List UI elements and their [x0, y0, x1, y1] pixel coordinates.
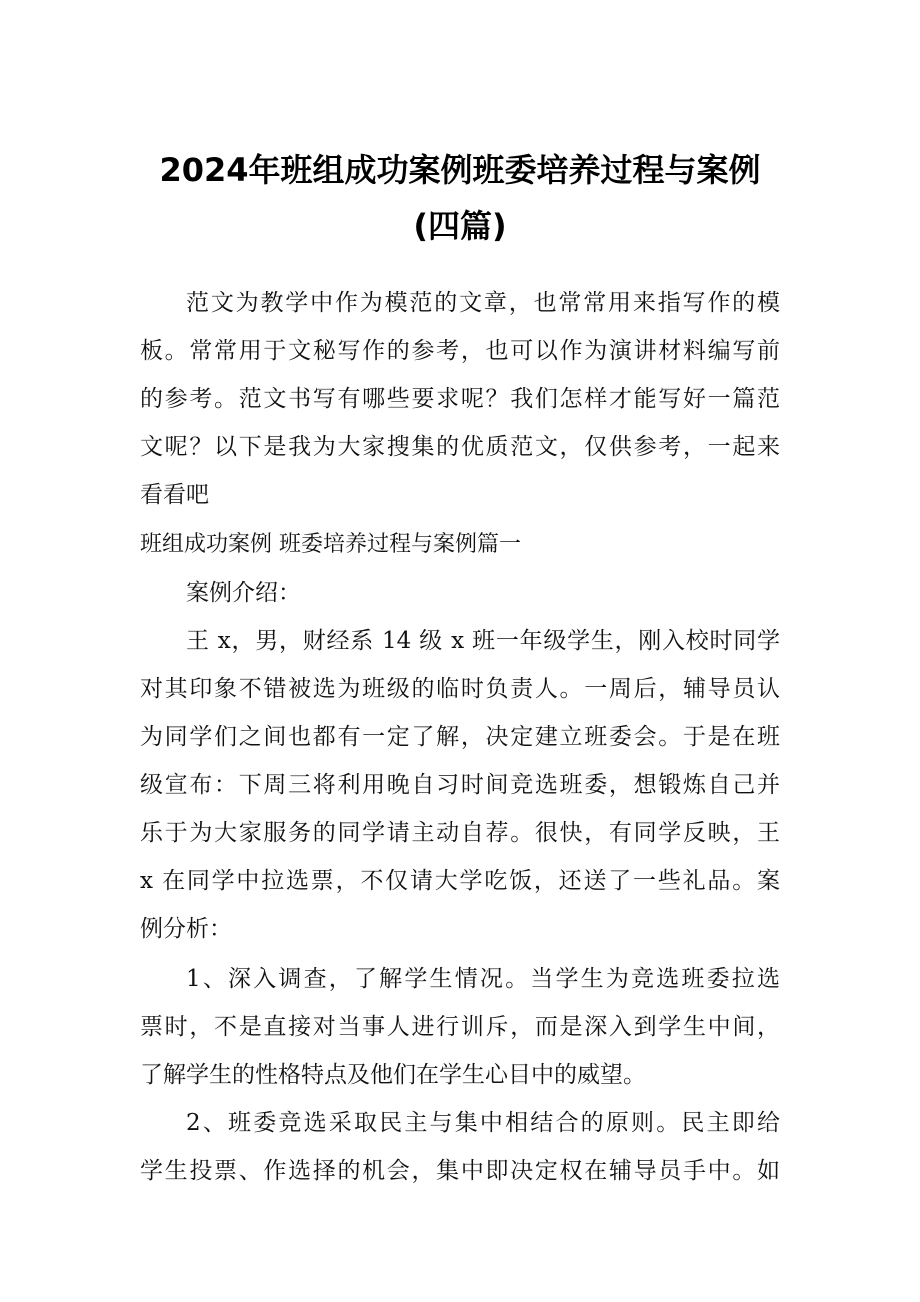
- case-paragraph: [140, 617, 780, 953]
- case-line: 例分析：: [140, 916, 232, 942]
- analysis-line: 票时，不是直接对当事人进行训斥，而是深入到学生中间，: [140, 1014, 780, 1040]
- analysis-line: 学生投票、作选择的机会，集中即决定权在辅导员手中。如: [140, 1158, 780, 1184]
- analysis-line: 1、深入调查，了解学生情况。当学生为竞选班委拉选: [186, 966, 780, 992]
- intro-line: 看看吧: [140, 482, 209, 508]
- analysis-line: 了解学生的性格特点及他们在学生心目中的威望。: [140, 1062, 646, 1088]
- case-line: 对其印象不错被选为班级的临时负责人。一周后，辅导员认: [140, 676, 780, 702]
- analysis-point-2: [140, 1099, 780, 1195]
- case-line: 级宣布：下周三将利用晚自习时间竞选班委，想锻炼自己并: [140, 772, 780, 798]
- document-title-continued: (四篇): [413, 207, 507, 245]
- case-line: 王 x，男，财经系 14 级 x 班一年级学生，刚入校时同学: [186, 628, 780, 654]
- case-intro-label-text: 案例介绍：: [186, 580, 301, 606]
- intro-line: 范文为教学中作为模范的文章，也常常用来指写作的模: [186, 290, 780, 316]
- case-line: 乐于为大家服务的同学请主动自荐。很快，有同学反映，王: [140, 820, 780, 846]
- section-heading-text: 班组成功案例 班委培养过程与案例篇一: [140, 532, 521, 557]
- intro-line: 板。常常用于文秘写作的参考，也可以作为演讲材料编写前: [140, 338, 780, 364]
- intro-line: 的参考。范文书写有哪些要求呢？我们怎样才能写好一篇范: [140, 386, 780, 412]
- case-line: x 在同学中拉选票，不仅请大学吃饭，还送了一些礼品。案: [140, 868, 780, 894]
- document-title: 2024年班组成功案例班委培养过程与案例: [159, 151, 761, 189]
- intro-paragraph: [140, 279, 780, 519]
- section-heading: [140, 521, 780, 569]
- analysis-point-1: [140, 955, 780, 1099]
- intro-line: 文呢？以下是我为大家搜集的优质范文，仅供参考，一起来: [140, 434, 780, 460]
- analysis-line: 2、班委竞选采取民主与集中相结合的原则。民主即给: [186, 1110, 780, 1136]
- case-line: 为同学们之间也都有一定了解，决定建立班委会。于是在班: [140, 724, 780, 750]
- case-intro-label: [140, 569, 780, 617]
